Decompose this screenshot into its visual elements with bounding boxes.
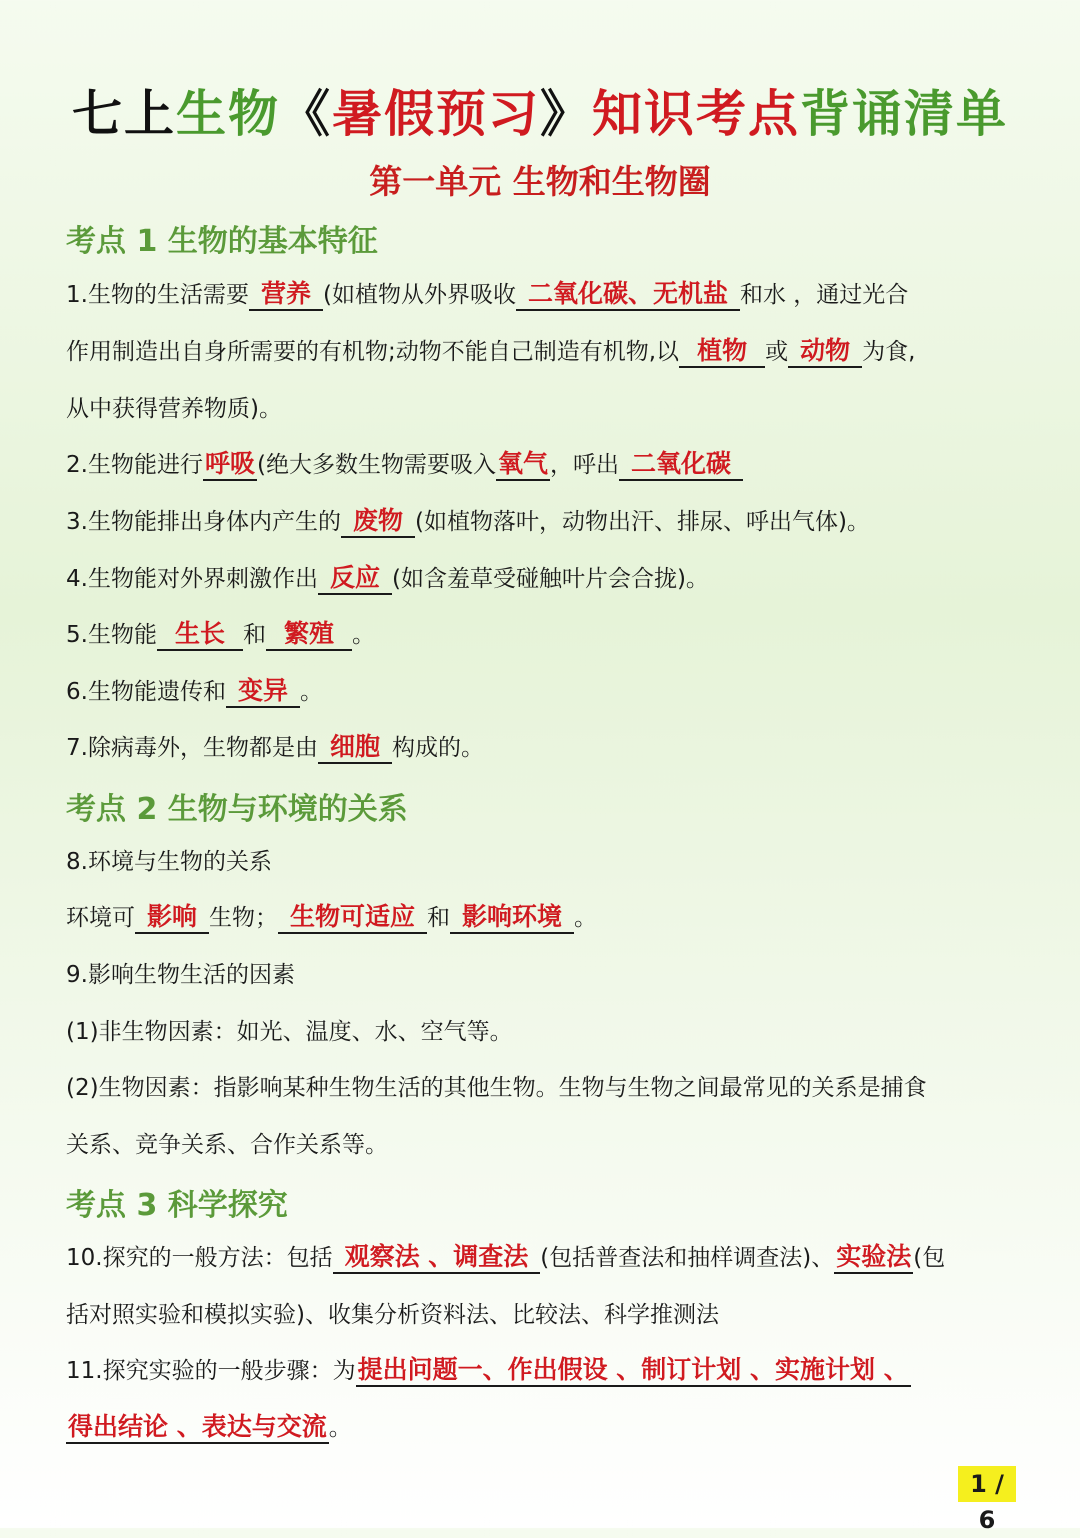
answer-blank: 二氧化碳 xyxy=(619,449,743,481)
text: 。 xyxy=(299,679,323,705)
answer-blank: 氧气 xyxy=(496,449,550,481)
text: 3.生物能排出身体内产生的 xyxy=(66,509,341,535)
text: 1.生物的生活需要 xyxy=(66,282,249,308)
text: 和 xyxy=(242,622,266,648)
answer-blank: 生物可适应 xyxy=(278,902,427,934)
text: 为食, xyxy=(862,339,916,365)
answer-blank: 废物 xyxy=(341,506,415,538)
title-part: 》 xyxy=(540,85,592,143)
answer-blank: 观察法 、调查法 xyxy=(333,1242,541,1274)
item-2 xyxy=(66,446,743,481)
answer-blank: 得出结论 、表达与交流 xyxy=(66,1412,329,1444)
answer-blank: 繁殖 xyxy=(266,619,352,651)
answer-blank: 植物 xyxy=(679,336,765,368)
text: 7.除病毒外，生物都是由 xyxy=(66,735,318,761)
text: (如含羞草受碰触叶片会合拢)。 xyxy=(391,566,709,592)
section-heading-1: 考点 1 生物的基本特征 xyxy=(66,224,378,259)
answer-blank: 变异 xyxy=(226,676,300,708)
item-9-line-3: (2)生物因素：指影响某种生物生活的其他生物。生物与生物之间最常见的关系是捕食 xyxy=(66,1075,927,1101)
item-9-line-4: 关系、竞争关系、合作关系等。 xyxy=(66,1132,388,1158)
title-part: 知识考点 xyxy=(592,85,800,143)
text: 6.生物能遗传和 xyxy=(66,679,226,705)
section-heading-3: 考点 3 科学探究 xyxy=(66,1188,288,1223)
title-part: 背诵清单 xyxy=(800,85,1008,143)
text: (如植物落叶，动物出汗、排尿、呼出气体)。 xyxy=(414,509,870,535)
item-4 xyxy=(66,560,709,595)
item-9-line-2: (1)非生物因素：如光、温度、水、空气等。 xyxy=(66,1019,513,1045)
text: 。 xyxy=(351,622,375,648)
answer-blank: 营养 xyxy=(249,279,323,311)
text: 4.生物能对外界刺激作出 xyxy=(66,566,318,592)
answer-blank: 生长 xyxy=(157,619,243,651)
text: 构成的。 xyxy=(391,735,484,761)
text: 10.探究的一般方法：包括 xyxy=(66,1245,333,1271)
item-1-line-3: 从中获得营养物质)。 xyxy=(66,396,282,422)
item-11-line-2 xyxy=(66,1409,352,1444)
answer-blank: 动物 xyxy=(788,336,862,368)
text: (包括普查法和抽样调查法)、 xyxy=(540,1245,835,1271)
item-3 xyxy=(66,503,870,538)
text: 环境可 xyxy=(66,905,135,931)
text: ，呼出 xyxy=(549,452,619,478)
answer-blank: 细胞 xyxy=(318,732,392,764)
text: 或 xyxy=(765,339,789,365)
text: (包 xyxy=(913,1245,946,1271)
answer-blank: 呼吸 xyxy=(203,449,257,481)
item-1-line-1 xyxy=(66,276,908,311)
unit-title: 第一单元 生物和生物圈 xyxy=(369,162,711,201)
answer-blank: 影响 xyxy=(135,902,209,934)
item-5 xyxy=(66,616,375,651)
title-part: 生物 xyxy=(176,85,280,143)
item-10-line-2: 括对照实验和模拟实验)、收集分析资料法、比较法、科学推测法 xyxy=(66,1302,719,1328)
item-10-line-1 xyxy=(66,1239,945,1274)
page-title xyxy=(0,74,1080,146)
answer-blank: 影响环境 xyxy=(450,902,574,934)
item-9-title: 9.影响生物生活的因素 xyxy=(66,962,295,988)
title-part: 七上 xyxy=(72,85,176,143)
page-indicator: 1 / 6 xyxy=(958,1466,1016,1502)
answer-blank: 二氧化碳、无机盐 xyxy=(516,279,740,311)
item-8-title: 8.环境与生物的关系 xyxy=(66,849,272,875)
section-heading-2: 考点 2 生物与环境的关系 xyxy=(66,792,408,827)
item-8-line-2 xyxy=(66,899,597,934)
item-6 xyxy=(66,673,323,708)
text: (绝大多数生物需要吸入 xyxy=(256,452,496,478)
answer-blank: 实验法 xyxy=(834,1242,913,1274)
item-7 xyxy=(66,729,484,764)
text: 2.生物能进行 xyxy=(66,452,203,478)
text: 。 xyxy=(574,905,598,931)
text: 11.探究实验的一般步骤：为 xyxy=(66,1358,356,1384)
answer-blank: 反应 xyxy=(318,563,392,595)
text: (如植物从外界吸收 xyxy=(322,282,516,308)
text: 作用制造出自身所需要的有机物;动物不能自己制造有机物,以 xyxy=(66,339,680,365)
text: 和水 ，通过光合 xyxy=(739,282,909,308)
text: 和 xyxy=(427,905,451,931)
text: 5.生物能 xyxy=(66,622,157,648)
title-part: 暑假预习 xyxy=(332,85,540,143)
text: 。 xyxy=(328,1415,352,1441)
text: 生物； xyxy=(209,905,279,931)
item-1-line-2 xyxy=(66,333,915,368)
item-11-line-1 xyxy=(66,1352,911,1387)
answer-blank: 提出问题一、作出假设 、制订计划 、实施计划 、 xyxy=(356,1355,911,1387)
title-part: 《 xyxy=(280,85,332,143)
